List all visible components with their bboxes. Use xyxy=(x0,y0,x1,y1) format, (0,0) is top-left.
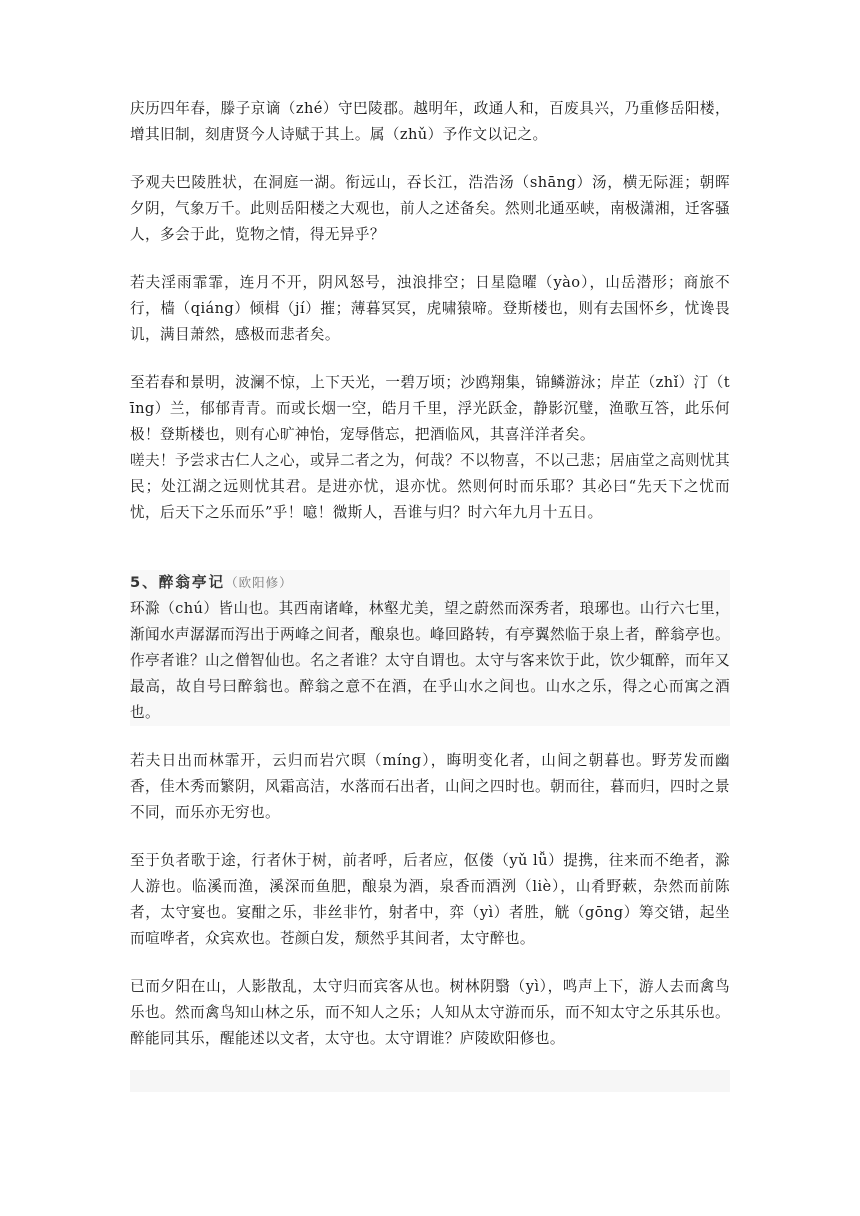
section-gap xyxy=(130,526,730,570)
paragraph-gap xyxy=(130,726,730,748)
zuiweng-paragraph-2: 若夫日出而林霏开，云归而岩穴暝（míng），晦明变化者，山间之朝暮也。野芳发而幽香，佳木秀而繁阴，风霜高洁，水落而石出者，山间之四时也。朝而往，暮而归，四时之景不同，而乐亦无穷也。 xyxy=(130,752,730,821)
paragraph-gap xyxy=(130,148,730,170)
section-heading-row xyxy=(130,570,730,596)
paragraph-gap xyxy=(130,952,730,974)
zuiweng-paragraph-3: 至于负者歌于途，行者休于树，前者呼，后者应，伛偻（yǔ lǚ）提携，往来而不绝者，滁人游也。临溪而渔，溪深而鱼肥，酿泉为酒，泉香而酒洌（liè），山肴野蔌，杂然而前陈者，太守宴也。宴酣之乐，非丝非竹，射者中，弈（yì）者胜，觥（gōng）筹交错，起坐而喧哗者，众宾欢也。苍颜白发，颓然乎其间者，太守醉也。 xyxy=(130,852,730,947)
zuiweng-paragraph-1: 环滁（chú）皆山也。其西南诸峰，林壑尤美，望之蔚然而深秀者，琅琊也。山行六七里，渐闻水声潺潺而泻出于两峰之间者，酿泉也。峰回路转，有亭翼然临于泉上者，醉翁亭也。作亭者谁？山之僧智仙也。名之者谁？太守自谓也。太守与客来饮于此，饮少辄醉，而年又最高，故自号曰醉翁也。醉翁之意不在酒，在乎山水之间也。山水之乐，得之心而寓之酒也。 xyxy=(130,600,730,721)
yueyang-paragraph-2: 予观夫巴陵胜状，在洞庭一湖。衔远山，吞长江，浩浩汤（shāng）汤，横无际涯；朝晖夕阴，气象万千。此则岳阳楼之大观也，前人之述备矣。然则北通巫峡，南极潇湘，迁客骚人，多会于此，览物之情，得无异乎？ xyxy=(130,174,730,243)
yueyang-paragraph-5: 嗟夫！予尝求古仁人之心，或异二者之为，何哉？不以物喜，不以己悲；居庙堂之高则忧其民；处江湖之远则忧其君。是进亦忧，退亦忧。然则何时而乐耶？其必曰“先天下之忧而忧，后天下之乐而乐”乎！噫！微斯人，吾谁与归？时六年九月十五日。 xyxy=(130,452,730,521)
yueyang-paragraph-4: 至若春和景明，波澜不惊，上下天光，一碧万顷；沙鸥翔集，锦鳞游泳；岸芷（zhǐ）汀（tīng）兰，郁郁青青。而或长烟一空，皓月千里，浮光跃金，静影沉璧，渔歌互答，此乐何极！登斯楼也，则有心旷神怡，宠辱偕忘，把酒临风，其喜洋洋者矣。 xyxy=(130,374,730,443)
section-author: （欧阳修） xyxy=(225,575,293,590)
zuiweng-section xyxy=(130,570,730,726)
document-page xyxy=(130,96,730,1092)
yueyang-paragraph-1: 庆历四年春，滕子京谪（zhé）守巴陵郡。越明年，政通人和，百废具兴，乃重修岳阳楼，增其旧制，刻唐贤今人诗赋于其上。属（zhǔ）予作文以记之。 xyxy=(130,100,730,143)
zuiweng-paragraph-4: 已而夕阳在山，人影散乱，太守归而宾客从也。树林阴翳（yì），鸣声上下，游人去而禽鸟乐也。然而禽鸟知山林之乐，而不知人之乐；人知从太守游而乐，而不知太守之乐其乐也。醉能同其乐，醒能述以文者，太守也。太守谓谁？庐陵欧阳修也。 xyxy=(130,978,730,1047)
yueyang-paragraph-3: 若夫淫雨霏霏，连月不开，阴风怒号，浊浪排空；日星隐曜（yào），山岳潜形；商旅不行，樯（qiáng）倾楫（jí）摧；薄暮冥冥，虎啸猿啼。登斯楼也，则有去国怀乡，忧谗畏讥，满目萧然，感极而悲者矣。 xyxy=(130,274,730,343)
paragraph-gap xyxy=(130,248,730,270)
paragraph-gap xyxy=(130,826,730,848)
section-heading: 5、醉翁亭记 xyxy=(130,574,226,591)
section-end-band xyxy=(130,1070,730,1092)
paragraph-gap xyxy=(130,348,730,370)
